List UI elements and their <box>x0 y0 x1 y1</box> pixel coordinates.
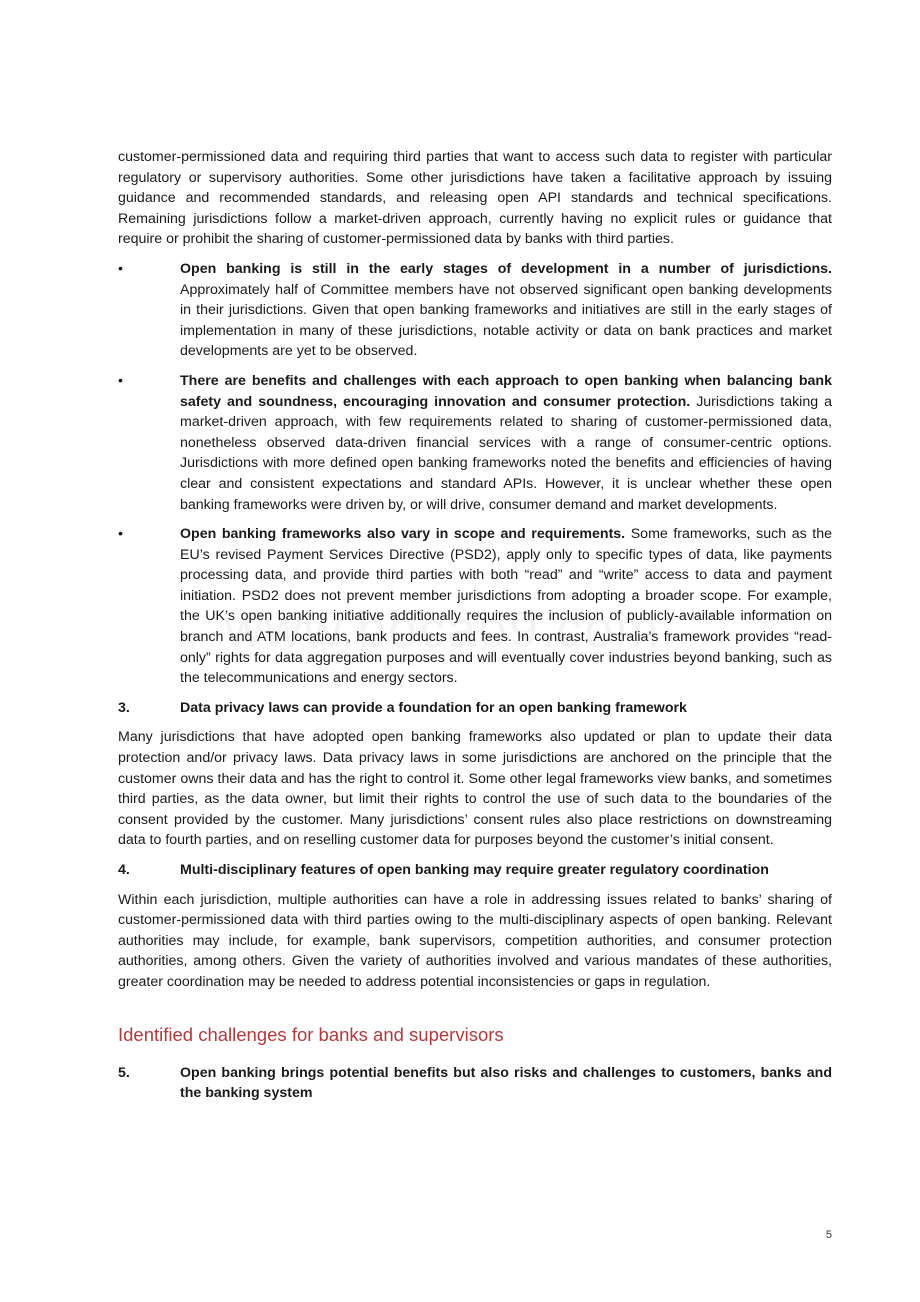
finding-heading <box>118 860 832 881</box>
section-title: Identified challenges for banks and supervisors <box>118 1023 504 1045</box>
bullet-icon: • <box>118 372 123 389</box>
page-content <box>118 147 832 1113</box>
bullet-icon: • <box>118 260 123 277</box>
finding-title: Multi-disciplinary features of open banking may require greater regulatory coordination <box>180 862 769 878</box>
finding-body: Many jurisdictions that have adopted open banking frameworks also updated or plan to update their data protection and/or privacy laws. Data privacy laws in some jurisdictions are anchored on the principle that the customer owns their data and has the right to control it. Some other legal frameworks view banks, and sometimes third parties, as the data owner, but limit their rights to control the use of such data to the boundaries of the consent provided by the customer. Many jurisdictions’ consent rules also place restrictions on downstreaming data to fourth parties, and on reselling customer data for purposes beyond the customer’s initial consent. <box>118 729 832 849</box>
finding-heading <box>118 1063 832 1104</box>
bullet-item <box>118 524 832 689</box>
bullet-lead: There are benefits and challenges with each approach to open banking when balancing bank safety and soundness, encouraging innovation and consumer protection. <box>180 372 832 410</box>
finding-title: Data privacy laws can provide a foundation for an open banking framework <box>180 699 687 716</box>
bullet-item <box>118 371 832 515</box>
intro-paragraph: customer-permissioned data and requiring third parties that want to access such data to register with particular regulatory or supervisory authorities. Some other jurisdictions have taken a facilitative approach by issuing guidance and recommended standards, and releasing open API standards and technical specifications. Remaining jurisdictions follow a market-driven approach, currently having no explicit rules or guidance that require or prohibit the sharing of customer-permissioned data by banks with third parties. <box>118 149 832 248</box>
bullet-text: Some frameworks, such as the EU’s revised Payment Services Directive (PSD2), apply only to specific types of data, like payments processing data, and provide third parties with both “read” and “write” access to data and payment initiation. PSD2 does not prevent member jurisdictions from adopting a broader scope. For example, the UK’s open banking initiative additionally requires the inclusion of publicly-available information on branch and ATM locations, bank products and fees. In contrast, Australia’s framework provides “read-only” rights for data aggregation purposes and will eventually cover industries beyond banking, such as the telecommunications and energy sectors. <box>180 526 833 687</box>
bullet-lead: Open banking is still in the early stages of development in a number of jurisdictions. <box>180 260 832 277</box>
finding-title: Open banking brings potential benefits but also risks and challenges to customers, banks and the banking system <box>180 1064 832 1102</box>
bullet-icon: • <box>118 526 123 543</box>
finding-heading <box>118 698 832 719</box>
bullet-text: Approximately half of Committee members have not observed significant open banking developments in their jurisdictions. Given that open banking frameworks and initiatives are still in the early stages of implementation in many of these jurisdictions, notable activity or data on bank practices and market developments are yet to be observed. <box>180 281 832 360</box>
finding-body: Within each jurisdiction, multiple authorities can have a role in addressing issues related to banks’ sharing of customer-permissioned data with third parties owing to the multi-disciplinary aspects of open banking. Relevant authorities may include, for example, bank supervisors, competition authorities, and consumer protection authorities, among others. Given the variety of authorities involved and various mandates of these authorities, greater coordination may be needed to address potential inconsistencies or gaps in regulation. <box>118 891 832 990</box>
bullet-lead: Open banking frameworks also vary in scope and requirements. <box>180 526 626 543</box>
finding-number: 5. <box>118 1064 130 1081</box>
bullet-text: Jurisdictions taking a market-driven approach, with few requirements related to sharing of customer-permissioned data, nonetheless observed data-driven financial services with a range of consumer-centric options. Jurisdictions with more defined open banking frameworks noted the benefits and efficiencies of having clear and consistent expectations and standard APIs. However, it is unclear whether these open banking frameworks were driven by, or will drive, consumer demand and market developments. <box>180 393 832 513</box>
bullet-item <box>118 259 832 362</box>
finding-number: 4. <box>118 862 130 878</box>
page-number: 5 <box>825 1229 832 1241</box>
finding-number: 3. <box>118 699 130 716</box>
